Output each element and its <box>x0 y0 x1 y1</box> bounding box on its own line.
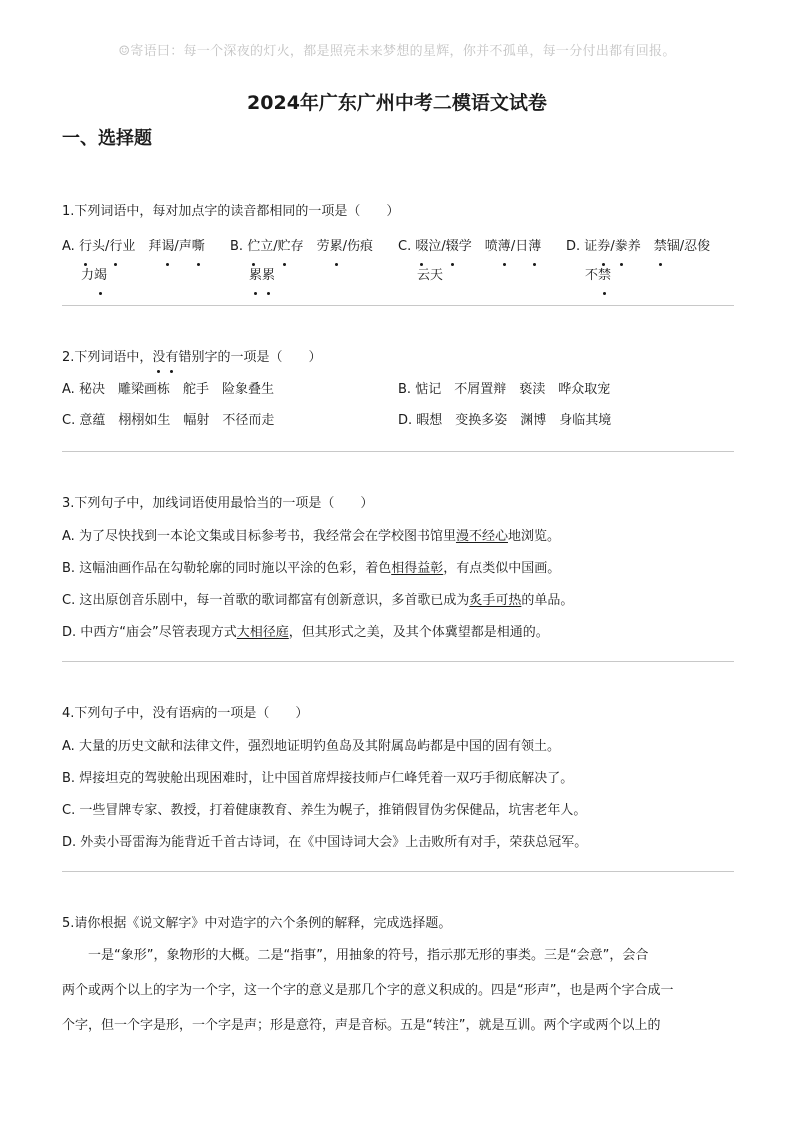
option-letter: B. <box>62 771 76 786</box>
option-text: 一些冒牌专家、教授，打着健康教育、养生为幌子，推销假冒伪劣保健品，坑害老年人。 <box>79 803 587 818</box>
option-letter: B. <box>398 382 412 397</box>
passage-line: 个字，但一个字是形，一个字是声；形是意符，声是音标。五是“转注”，就是互训。两个字或两个以上的 <box>62 1018 661 1033</box>
exam-title: 2024年广东广州中考二模语文试卷 <box>247 92 547 114</box>
option-text: 的单品。 <box>521 593 574 608</box>
text-run: 立/ <box>260 239 278 254</box>
divider <box>62 661 734 662</box>
option-line <box>230 261 390 290</box>
question-3-option-a[interactable] <box>62 527 742 559</box>
underlined-phrase: 漫不经心 <box>455 529 508 544</box>
divider <box>62 451 734 452</box>
option-text: 暇想 变换多姿 渊博 身临其境 <box>416 413 612 428</box>
text-run: 业 <box>122 239 149 254</box>
dotted-char: 辍 <box>446 232 459 261</box>
question-1-option-a[interactable] <box>62 232 222 290</box>
question-3-option-b[interactable] <box>62 559 742 591</box>
option-letter: C. <box>62 413 76 428</box>
option-text: 大量的历史文献和法律文件，强烈地证明钓鱼岛及其附属岛屿都是中国的固有领土。 <box>78 739 560 754</box>
option-text: 焊接坦克的驾驶舱出现困难时，让中国首席焊接技师卢仁峰凭着一双巧手彻底解决了。 <box>79 771 574 786</box>
text-run: 2.下列词语中， <box>62 350 153 365</box>
question-5-stem: 5.请你根据《说文解字》中对造字的六个条例的解释，完成选择题。 <box>62 916 452 931</box>
question-2 <box>62 348 742 442</box>
text-run: 学 <box>458 239 485 254</box>
dotted-char: 谒 <box>161 232 174 261</box>
divider <box>62 305 734 306</box>
question-4-stem: 4.下列句子中，没有语病的一项是（ ） <box>62 706 309 721</box>
dotted-char: 豢 <box>615 232 628 261</box>
text-run: 云天 <box>417 268 444 283</box>
text-run: /伤痕 <box>342 239 374 254</box>
question-2-option-a[interactable] <box>62 380 274 400</box>
dotted-char: 累 <box>249 261 262 290</box>
option-line <box>62 232 222 261</box>
text-run: 劳 <box>316 239 330 254</box>
underlined-phrase: 大相径庭 <box>236 625 289 640</box>
question-1-options <box>62 232 742 292</box>
dotted-char: 啜 <box>415 232 428 261</box>
option-text: 意蕴 栩栩如生 幅射 不径而走 <box>79 413 275 428</box>
option-text: 这幅油画作品在勾勒轮廓的同时施以平涂的色彩，着色 <box>79 561 392 576</box>
dotted-char: 禁 <box>654 232 667 261</box>
dotted-char: 累 <box>262 261 275 290</box>
question-4-option-a[interactable] <box>62 737 742 769</box>
question-2-options <box>62 380 742 442</box>
option-letter: D. <box>62 835 77 850</box>
dotted-char: 行 <box>109 232 122 261</box>
text-run: 泣/ <box>428 239 446 254</box>
question-3-stem: 3.下列句子中，加线词语使用最恰当的一项是（ ） <box>62 496 374 511</box>
question-3-options <box>62 527 742 655</box>
dotted-char: 伫 <box>247 232 260 261</box>
question-1-option-b[interactable] <box>230 232 390 290</box>
text-run: 证 <box>584 239 598 254</box>
option-letter: A. <box>62 382 75 397</box>
option-text: ，但其形式之美，及其个体冀望都是相通的。 <box>288 625 549 640</box>
dotted-char: 薄 <box>528 232 541 261</box>
text-run: 拜 <box>148 239 162 254</box>
motto-banner: ☺寄语曰：每一个深夜的灯火，都是照亮未来梦想的星辉，你并不孤单，每一分付出都有回报。 <box>118 44 676 59</box>
option-letter: C. <box>62 803 76 818</box>
dotted-char: 行 <box>79 232 92 261</box>
question-3-option-d[interactable] <box>62 623 742 655</box>
passage-line: 一是“象形”，象物形的大概。二是“指事”，用抽象的符号，指示那无形的事类。三是“会意”，会合 <box>62 948 649 963</box>
dotted-char: 券 <box>597 232 610 261</box>
option-text: 地浏览。 <box>507 529 560 544</box>
text-run: 不 <box>585 268 599 283</box>
option-line <box>566 261 726 290</box>
option-letter: D. <box>566 239 585 254</box>
option-text: 惦记 不屑置辩 亵渎 哗众取宠 <box>415 382 611 397</box>
text-run: 头/ <box>91 239 110 254</box>
text-run: /声 <box>174 239 192 254</box>
question-4-option-b[interactable] <box>62 769 742 801</box>
section-heading: 一、选择题 <box>62 128 152 149</box>
option-line <box>230 232 390 261</box>
question-4-options <box>62 737 742 865</box>
dotted-char: 竭 <box>94 261 107 290</box>
question-2-option-b[interactable] <box>398 380 610 400</box>
option-line <box>566 232 726 261</box>
option-letter: B. <box>230 239 248 254</box>
question-5 <box>62 914 742 934</box>
underlined-phrase: 炙手可热 <box>469 593 522 608</box>
option-letter: A. <box>62 529 75 544</box>
option-letter: D. <box>62 625 77 640</box>
dotted-char: 禁 <box>598 261 611 290</box>
text-run: /日 <box>510 239 529 254</box>
text-run: 存 <box>290 239 317 254</box>
dotted-char: 有 <box>165 348 178 368</box>
text-run: / <box>610 239 615 254</box>
divider <box>62 871 734 872</box>
option-letter: A. <box>62 739 75 754</box>
question-2-stem <box>62 348 742 368</box>
option-text: 为了尽快找到一本论文集或目标参考书，我经常会在学校图书馆里 <box>78 529 456 544</box>
dotted-char: 没 <box>152 348 165 368</box>
option-text: 中西方“庙会”尽管表现方式 <box>80 625 237 640</box>
dotted-char: 嘶 <box>192 232 205 261</box>
option-letter: B. <box>62 561 76 576</box>
option-letter: A. <box>62 239 79 254</box>
passage-line: 两个或两个以上的字为一个字，这一个字的意义是那几个字的意义积成的。四是“形声”，也是两个字合成一 <box>62 983 674 998</box>
dotted-char: 累 <box>330 232 343 261</box>
passage <box>62 938 734 1043</box>
text-run: 养 <box>627 239 654 254</box>
option-letter: C. <box>62 593 76 608</box>
option-text: 外卖小哥雷海为能背近千首古诗词，在《中国诗词大会》上击败所有对手，荣获总冠军。 <box>80 835 588 850</box>
question-3 <box>62 494 742 655</box>
option-letter: C. <box>398 239 416 254</box>
text-run: 错别字的一项是（ ） <box>178 350 322 365</box>
option-line <box>398 232 558 261</box>
text-run: 锢/忍俊 <box>666 239 711 254</box>
question-2-option-d[interactable] <box>398 411 611 431</box>
question-1-option-c[interactable] <box>398 232 558 290</box>
question-1 <box>62 202 742 292</box>
question-4-option-d[interactable] <box>62 833 742 865</box>
question-4 <box>62 704 742 865</box>
underlined-phrase: 相得益彰 <box>391 561 444 576</box>
dotted-char: 贮 <box>278 232 291 261</box>
option-letter: D. <box>398 413 413 428</box>
dotted-char: 薄 <box>498 232 511 261</box>
question-4-option-c[interactable] <box>62 801 742 833</box>
text-run: 喷 <box>484 239 498 254</box>
option-text: 这出原创音乐剧中，每一首歌的歌词都富有创新意识，多首歌已成为 <box>79 593 470 608</box>
option-text: ，有点类似中国画。 <box>443 561 561 576</box>
question-1-stem: 1.下列词语中，每对加点字的读音都相同的一项是（ ） <box>62 204 400 219</box>
text-run: 力 <box>81 268 95 283</box>
question-3-option-c[interactable] <box>62 591 742 623</box>
option-text: 秘决 雕梁画栋 舵手 险象叠生 <box>78 382 274 397</box>
question-1-option-d[interactable] <box>566 232 726 290</box>
question-2-option-c[interactable] <box>62 411 274 431</box>
